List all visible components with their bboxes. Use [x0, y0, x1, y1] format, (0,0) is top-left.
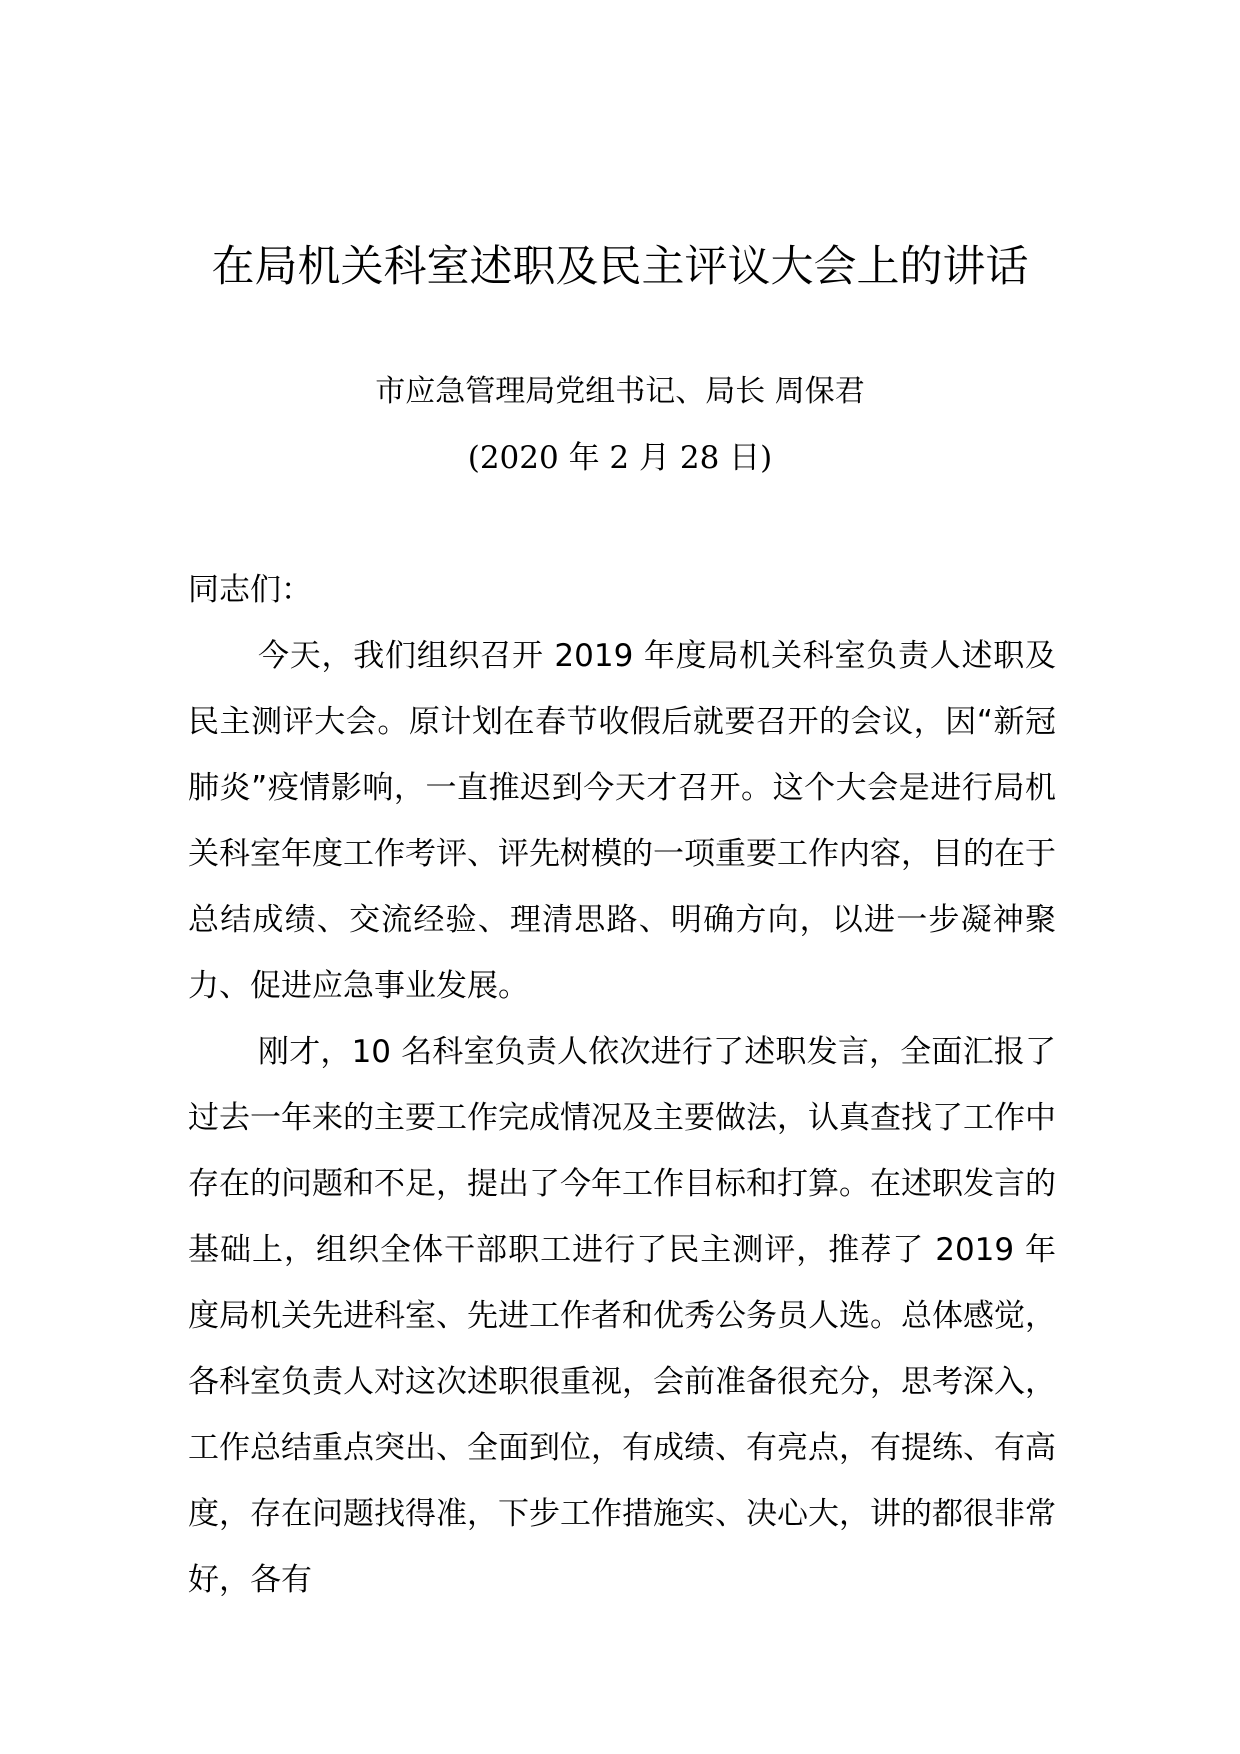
paragraph: 刚才，10 名科室负责人依次进行了述职发言，全面汇报了过去一年来的主要工作完成情况及主要做法，认真查找了工作中存在的问题和不足，提出了今年工作目标和打算。在述职发言的基础上，组织全体干部职工进行了民主测评，推荐了 2019 年度局机关先进科室、先进工作者和优秀公务员人选。总体感觉，各科室负责人对这次述职很重视，会前准备很充分，思考深入，工作总结重点突出、全面到位，有成绩、有亮点，有提练、有高度，存在问题找得准，下步工作措施实、决心大，讲的都很非常好，各有 — [188, 1034, 1056, 1598]
date-line: (2020 年 2 月 28 日) — [467, 440, 773, 476]
speech-body — [188, 557, 1056, 1613]
author-line: 市应急管理局党组书记、局长 周保君 — [375, 374, 865, 409]
salutation: 同志们： — [188, 572, 312, 608]
document-title: 在局机关科室述职及民主评议大会上的讲话 — [211, 242, 1029, 292]
paragraph: 今天，我们组织召开 2019 年度局机关科室负责人述职及民主测评大会。原计划在春节收假后就要召开的会议，因“新冠肺炎”疫情影响，一直推迟到今天才召开。这个大会是进行局机关科室年度工作考评、评先树模的一项重要工作内容，目的在于总结成绩、交流经验、理清思路、明确方向，以进一步凝神聚力、促进应急事业发展。 — [188, 638, 1056, 1004]
